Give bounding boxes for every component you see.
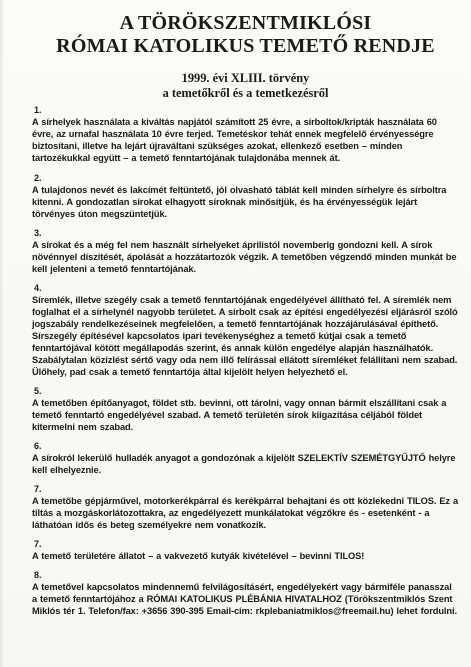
rule-number: 1. [34, 105, 42, 115]
rule-text: Síremlék, illetve szegély csak a temető fenntartójának engedélyével állítható fel. A síremlék nem foglalhat el a sírhelynél nagyobb területet. A sírbolt csak az építési engedélyezési eljárásról szóló jogszabály rendelkezéseinek megfelelően, a temető fenntartójának hozzájárulásával építhető. Sírszegély építésével kapcsolatos ipari tevékenységhez a temető kútjai csak a temető fenntartójával kötött megállapodás szerint, és annak külön engedélye alapján használhatók. Szabálytalan közízlést sértő vagy oda nem illő felírással ellátott síremléket felállítani nem szabad. Ülőhely, pad csak a temető fenntartója által kijelölt helyen helyezhető el. [32, 295, 458, 377]
rule-text: A sírhelyek használata a kiváltás napjától számított 25 évre, a sírboltok/kripták használata 60 évre, az urnafal használata 10 évre terjed. Temetéskor tehát ennek megfelelő érvényességre biztosítani, illetve ha lejárt újraváltani szükséges azokat, ellenkező esetben – minden tartozékukkal együtt – a temető fenntartójának tulajdonába mennek át. [32, 117, 437, 163]
law-reference-line-1: 1999. évi XLIII. törvény [181, 71, 310, 85]
rule-number: 5. [34, 386, 42, 396]
rule-section-6 [32, 441, 459, 476]
rule-text: A sírokat és a még fel nem használt sírhelyeket áprilistól novemberig gondozni kell. A sírok növénnyel díszítését, ápolását a hozzátartozók végzik. A temetőben végzendő minden munkát be kell jelenteni a temető fenntartójának. [32, 240, 457, 274]
rule-number: 3. [34, 228, 42, 238]
rule-number: 7. [34, 484, 42, 494]
rule-number: 4. [34, 283, 42, 293]
rule-text: A temetővel kapcsolatos mindennemű felvilágosításért, engedélyekért vagy bármiféle panasszal a temető fenntartójához a RÓMAI KATOLIKUS PLÉBÁNIA HIVATALHOZ (Törökszentmiklós Szent Miklós tér 1. Telefon/fax: +3656 390-395 Email-cím: rkplebaniatmiklos@freemail.hu) lehet fordulni. [32, 582, 457, 616]
title-line-2: RÓMAI KATOLIKUS TEMETŐ RENDJE [56, 35, 435, 57]
rule-number: 8. [34, 570, 42, 580]
rule-text: A temető területére állatot – a vakvezető kutyák kivételével – bevinni TILOS! [32, 551, 365, 561]
rule-text: A sírokról lekerülő hulladék anyagot a gondozónak a kijelölt SZELEKTÍV SZEMÉTGYŰJTŐ helyre kell elhelyeznie. [32, 453, 456, 475]
rule-section-1 [32, 105, 459, 164]
rules-list [32, 105, 459, 617]
rule-section-2 [32, 173, 459, 220]
title-line-1: A TÖRÖKSZENTMIKLÓSI [119, 12, 372, 34]
rule-section-7b [32, 539, 459, 562]
rule-section-4 [32, 283, 459, 378]
law-reference [32, 71, 459, 101]
rule-number: 6. [34, 441, 42, 451]
rule-text: A temetőbe gépjárművel, motorkerékpárral és kerékpárral behajtani és ott közlekedni TILOS. Ez a tiltás a mozgáskorlátozottakra, az engedélyezett munkálatokat végzőkre és - esetenként - a láthatóan idős és beteg személyekre nem vonatkozik. [32, 496, 459, 530]
scan-edge-shadow [0, 0, 4, 667]
rule-section-3 [32, 228, 459, 275]
rule-section-7a [32, 484, 459, 531]
law-reference-line-2: a temetőkről és a temetkezésről [162, 86, 329, 100]
rule-section-5 [32, 386, 459, 433]
rule-text: A tulajdonos nevét és lakcímét feltüntető, jól olvasható táblát kell minden sírhelyre és sírboltra kitenni. A gondozatlan sírokat elhagyott síroknak minősítjük, és ha érvényességük lejárt törvényes úton megszüntetjük. [32, 185, 447, 219]
rule-number: 7. [34, 539, 42, 549]
rule-number: 2. [34, 173, 42, 183]
rule-text: A temetőben építőanyagot, földet stb. bevinni, ott tárolni, vagy onnan bármit elszállítani csak a temető fenntartó engedélyével szabad. A temető területén sírok kiigazítása céljából földet kitermelni nem szabad. [32, 398, 447, 432]
rule-section-8 [32, 570, 459, 617]
document-title [32, 12, 459, 58]
